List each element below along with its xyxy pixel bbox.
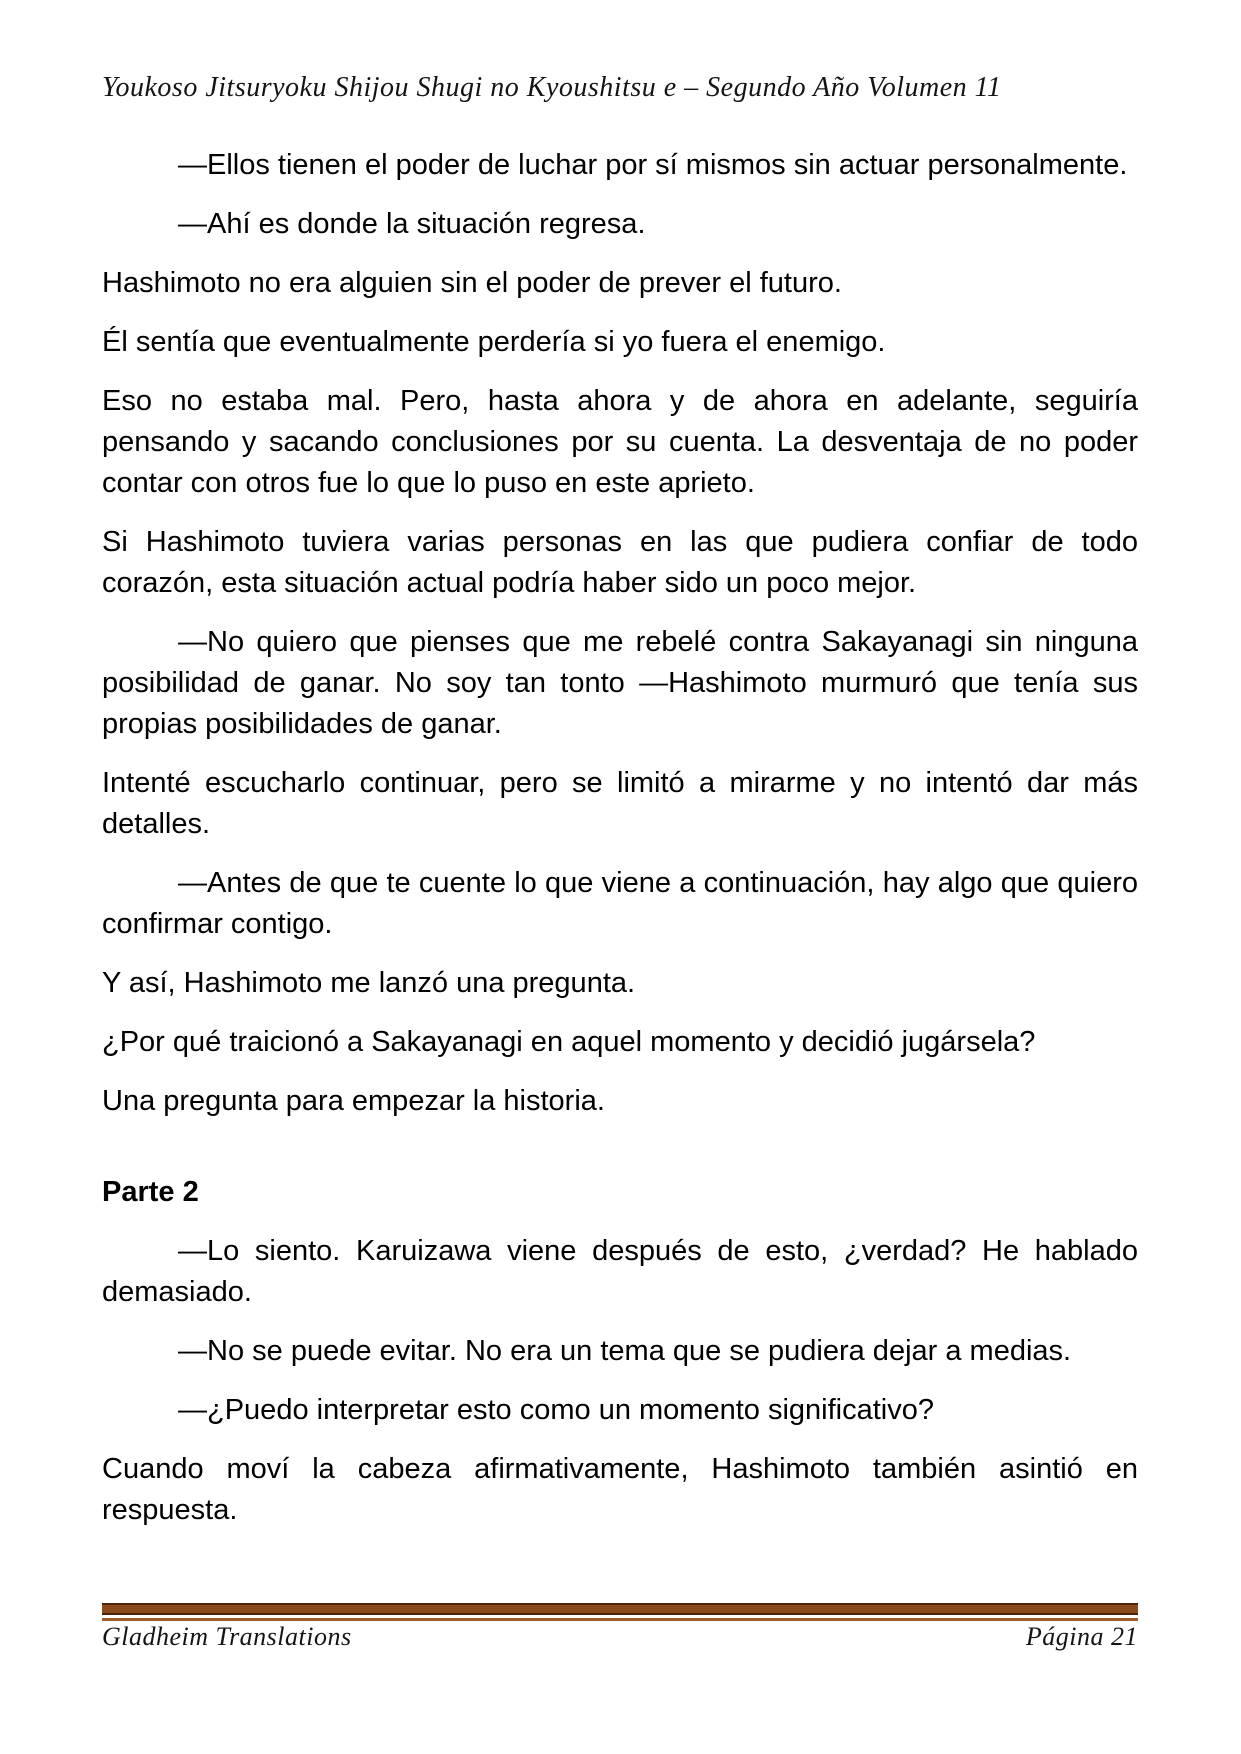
paragraph: Intenté escucharlo continuar, pero se limitó a mirarme y no intentó dar más detalles. [102,767,1138,840]
footer-divider [102,1603,1138,1621]
paragraph: —¿Puedo interpretar esto como un momento significativo? [178,1394,934,1426]
footer-divider-thick-line [102,1603,1138,1615]
paragraph: Una pregunta para empezar la historia. [102,1085,605,1117]
section-heading: Parte 2 [102,1176,199,1208]
paragraph: Él sentía que eventualmente perdería si yo fuera el enemigo. [102,326,886,358]
footer-divider-thin-line [102,1618,1138,1621]
page-footer [102,1622,1138,1652]
paragraph: Y así, Hashimoto me lanzó una pregunta. [102,967,636,999]
paragraph: Eso no estaba mal. Pero, hasta ahora y de ahora en adelante, seguiría pensando y sacando conclusiones por su cuenta. La desventaja de no poder contar con otros fue lo que lo puso en este aprieto. [102,385,1138,499]
paragraph: ¿Por qué traicionó a Sakayanagi en aquel momento y decidió jugársela? [102,1026,1036,1058]
paragraph: —Antes de que te cuente lo que viene a continuación, hay algo que quiero confirmar contigo. [102,867,1138,940]
paragraph: Hashimoto no era alguien sin el poder de prever el futuro. [102,267,842,299]
document-body [102,145,1138,1549]
paragraph: —Ahí es donde la situación regresa. [178,208,646,240]
page-header-title: Youkoso Jitsuryoku Shijou Shugi no Kyoushitsu e – Segundo Año Volumen 11 [102,72,1002,103]
footer-translator-credit: Gladheim Translations [102,1622,352,1651]
footer-page-number: Página 21 [1025,1622,1138,1651]
paragraph: —Ellos tienen el poder de luchar por sí mismos sin actuar personalmente. [178,149,1128,181]
paragraph: Si Hashimoto tuviera varias personas en las que pudiera confiar de todo corazón, esta situación actual podría haber sido un poco mejor. [102,526,1138,599]
paragraph: Cuando moví la cabeza afirmativamente, Hashimoto también asintió en respuesta. [102,1453,1138,1526]
paragraph: —Lo siento. Karuizawa viene después de esto, ¿verdad? He hablado demasiado. [102,1235,1138,1308]
paragraph: —No se puede evitar. No era un tema que se pudiera dejar a medias. [178,1335,1072,1367]
paragraph: —No quiero que pienses que me rebelé contra Sakayanagi sin ninguna posibilidad de ganar. No soy tan tonto —Hashimoto murmuró que tenía sus propias posibilidades de ganar. [102,626,1138,740]
